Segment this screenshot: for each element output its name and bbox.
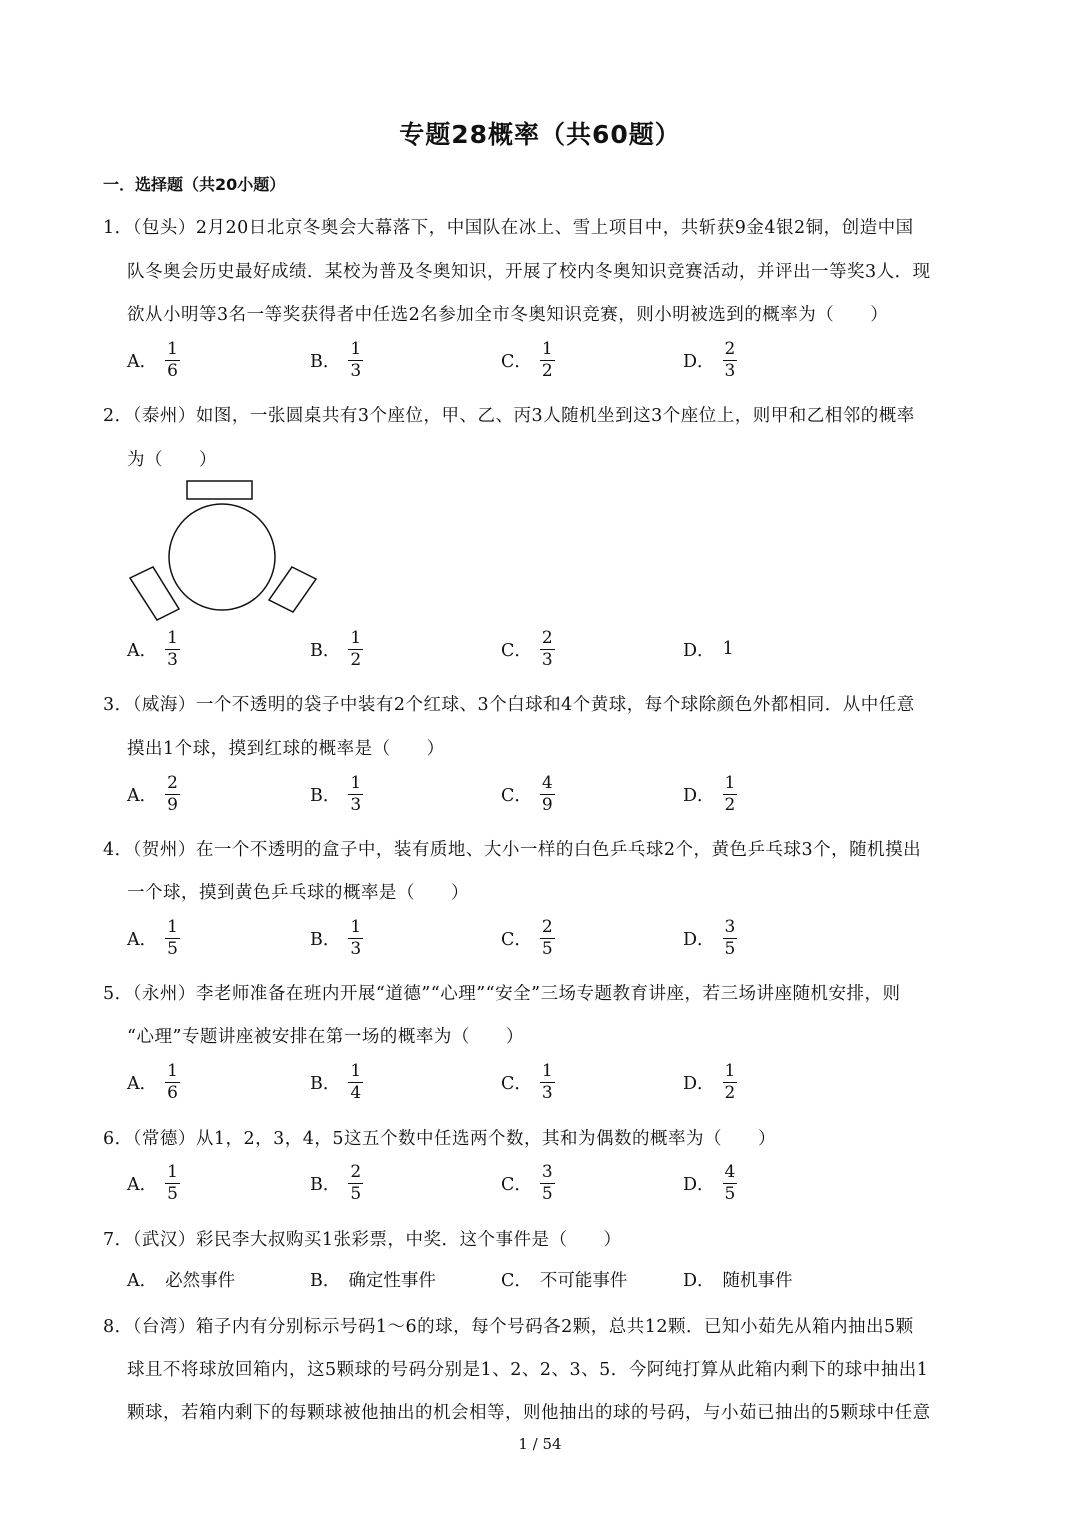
- options-row: [127, 771, 887, 817]
- option-b: B． 确定性事件: [310, 1270, 436, 1291]
- option-b: B． $\frac{2}{5}$: [310, 1161, 362, 1204]
- options-row: [127, 626, 887, 672]
- option-c: C． $\frac{3}{5}$: [501, 1161, 553, 1204]
- question-line: 为（ ）: [127, 450, 217, 470]
- option-d: D． 随机事件: [683, 1270, 793, 1291]
- question-line: 欲从小明等3名一等奖获得者中任选2名参加全市冬奥知识竞赛，则小明被选到的概率为（ ）: [127, 305, 889, 325]
- question-line: 6．（常德）从1，2，3，4，5这五个数中任选两个数，其和为偶数的概率为（ ）: [103, 1129, 777, 1149]
- options-row: [127, 915, 887, 961]
- option-a: A． $\frac{2}{9}$: [127, 772, 178, 815]
- option-a: A． $\frac{1}{6}$: [127, 338, 178, 381]
- question-line: “心理”专题讲座被安排在第一场的概率为（ ）: [127, 1027, 524, 1047]
- round-table-figure: [125, 478, 325, 623]
- option-d: D． $\frac{4}{5}$: [683, 1161, 736, 1204]
- question-line: 8．（台湾）箱子内有分别标示号码1～6的球，每个号码各2颗，总共12颗．已知小茹先从箱内抽出5颗: [103, 1317, 914, 1337]
- question-line: 队冬奥会历史最好成绩．某校为普及冬奥知识，开展了校内冬奥知识竞赛活动，并评出一等奖3人．现: [127, 262, 931, 282]
- option-d: D． $\frac{3}{5}$: [683, 916, 736, 959]
- question-line: 1．（包头）2月20日北京冬奥会大幕落下，中国队在冰上、雪上项目中，共斩获9金4银2铜，创造中国: [103, 218, 914, 238]
- option-c: C． $\frac{1}{3}$: [501, 1060, 553, 1103]
- option-c: C． $\frac{2}{3}$: [501, 627, 553, 670]
- option-a: A． 必然事件: [127, 1270, 236, 1291]
- option-c: C． $\frac{1}{2}$: [501, 338, 553, 381]
- page-title: 专题28概率（共60题）: [399, 120, 681, 149]
- option-c: C． 不可能事件: [501, 1270, 628, 1291]
- question-line: 5．（永州）李老师准备在班内开展“道德”“心理”“安全”三场专题教育讲座，若三场讲座随机安排，则: [103, 984, 901, 1004]
- option-b: B． $\frac{1}{3}$: [310, 772, 362, 815]
- option-d: D． $\frac{2}{3}$: [683, 338, 736, 381]
- options-row: [127, 1059, 887, 1105]
- question-line: 7．（武汉）彩民李大叔购买1张彩票，中奖．这个事件是（ ）: [103, 1230, 622, 1250]
- section-heading: 一．选择题（共20小题）: [103, 175, 286, 194]
- question-line: 3．（威海）一个不透明的袋子中装有2个红球、3个白球和4个黄球，每个球除颜色外都相同．从中任意: [103, 695, 915, 715]
- question-line: 球且不将球放回箱内，这5颗球的号码分别是1、2、2、3、5．今阿纯打算从此箱内剩下的球中抽出1: [127, 1360, 929, 1380]
- option-a: A． $\frac{1}{5}$: [127, 1161, 178, 1204]
- option-a: A． $\frac{1}{6}$: [127, 1060, 178, 1103]
- option-b: B． $\frac{1}{3}$: [310, 338, 362, 381]
- option-c: C． $\frac{2}{5}$: [501, 916, 553, 959]
- option-b: B． $\frac{1}{4}$: [310, 1060, 362, 1103]
- question-line: 2．（泰州）如图，一张圆桌共有3个座位，甲、乙、丙3人随机坐到这3个座位上，则甲和乙相邻的概率: [103, 406, 915, 426]
- options-row: [127, 337, 887, 383]
- option-d: D． $\frac{1}{2}$: [683, 772, 736, 815]
- option-b: B． $\frac{1}{2}$: [310, 627, 362, 670]
- page-number: 1 / 54: [518, 1435, 562, 1453]
- options-row: [127, 1160, 887, 1206]
- option-d: D． 1: [683, 639, 734, 661]
- question-line: 颗球，若箱内剩下的每颗球被他抽出的机会相等，则他抽出的球的号码，与小茹已抽出的5颗球中任意: [127, 1403, 931, 1423]
- question-line: 一个球，摸到黄色乒乓球的概率是（ ）: [127, 883, 469, 903]
- options-row: [127, 1256, 887, 1302]
- option-a: A． $\frac{1}{3}$: [127, 627, 178, 670]
- option-c: C． $\frac{4}{9}$: [501, 772, 553, 815]
- option-a: A． $\frac{1}{5}$: [127, 916, 178, 959]
- question-line: 摸出1个球，摸到红球的概率是（ ）: [127, 739, 445, 759]
- option-d: D． $\frac{1}{2}$: [683, 1060, 736, 1103]
- option-b: B． $\frac{1}{3}$: [310, 916, 362, 959]
- question-line: 4．（贺州）在一个不透明的盒子中，装有质地、大小一样的白色乒乓球2个，黄色乒乓球3个，随机摸出: [103, 840, 922, 860]
